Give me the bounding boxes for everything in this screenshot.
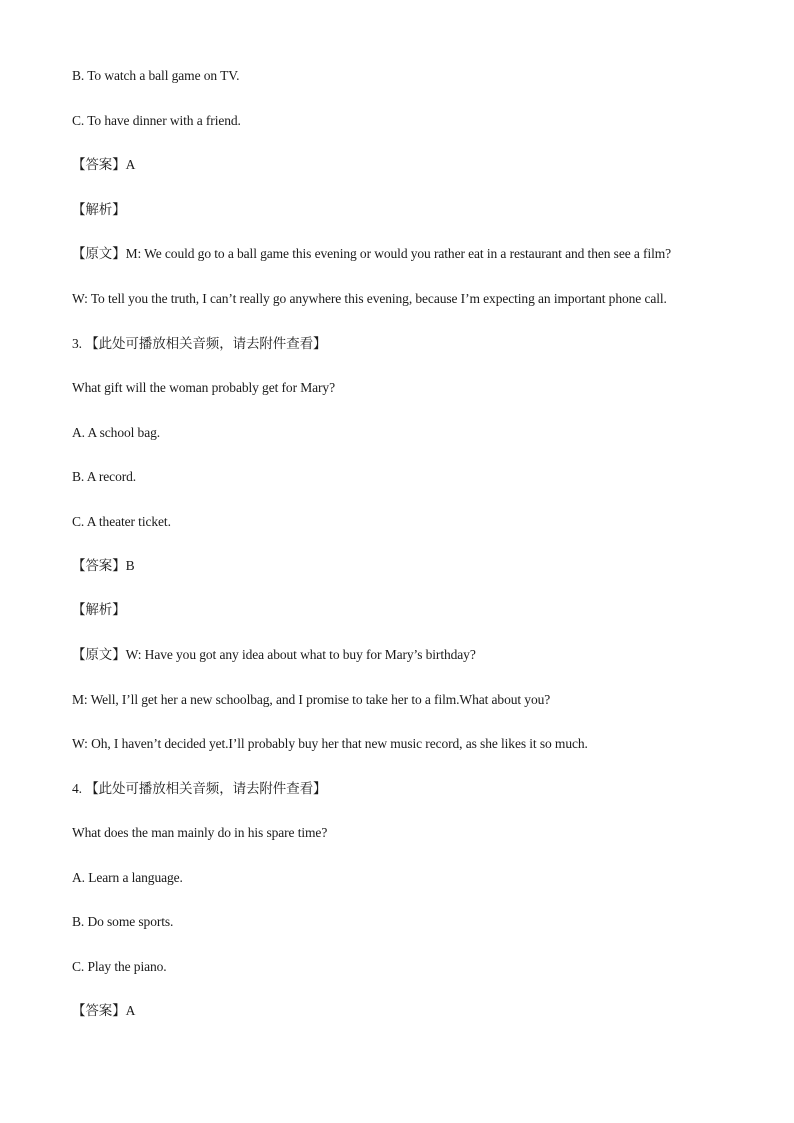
transcript-line: 【原文】W: Have you got any idea about what to buy for Mary’s birthday? xyxy=(72,647,476,662)
question-number-3: 3. 【此处可播放相关音频，请去附件查看】 xyxy=(72,336,327,351)
option-b-line: B. Do some sports. xyxy=(72,914,174,929)
transcript-line: 【原文】M: We could go to a ball game this evening or would you rather eat in a restaurant and then see a film? xyxy=(72,246,672,261)
question-text: What gift will the woman probably get for Mary? xyxy=(72,380,335,395)
option-c-line: C. Play the piano. xyxy=(72,959,167,974)
answer-line: 【答案】A xyxy=(72,157,136,172)
option-a-line: A. Learn a language. xyxy=(72,870,183,885)
option-a-line: A. A school bag. xyxy=(72,425,161,440)
transcript-line: W: Oh, I haven’t decided yet.I’ll probably buy her that new music record, as she likes it so much. xyxy=(72,736,588,751)
option-b-line: B. To watch a ball game on TV. xyxy=(72,68,240,83)
option-c-line: C. To have dinner with a friend. xyxy=(72,113,241,128)
analysis-heading: 【解析】 xyxy=(72,202,126,217)
option-b-line: B. A record. xyxy=(72,469,137,484)
question-number-4: 4. 【此处可播放相关音频，请去附件查看】 xyxy=(72,781,327,796)
option-c-line: C. A theater ticket. xyxy=(72,514,171,529)
transcript-line: M: Well, I’ll get her a new schoolbag, and I promise to take her to a film.What about you? xyxy=(72,692,551,707)
analysis-heading: 【解析】 xyxy=(72,602,126,617)
answer-line: 【答案】A xyxy=(72,1003,136,1018)
answer-line: 【答案】B xyxy=(72,558,135,573)
question-text: What does the man mainly do in his spare time? xyxy=(72,825,328,840)
transcript-line: W: To tell you the truth, I can’t really go anywhere this evening, because I’m expecting an important phone call. xyxy=(72,291,667,306)
